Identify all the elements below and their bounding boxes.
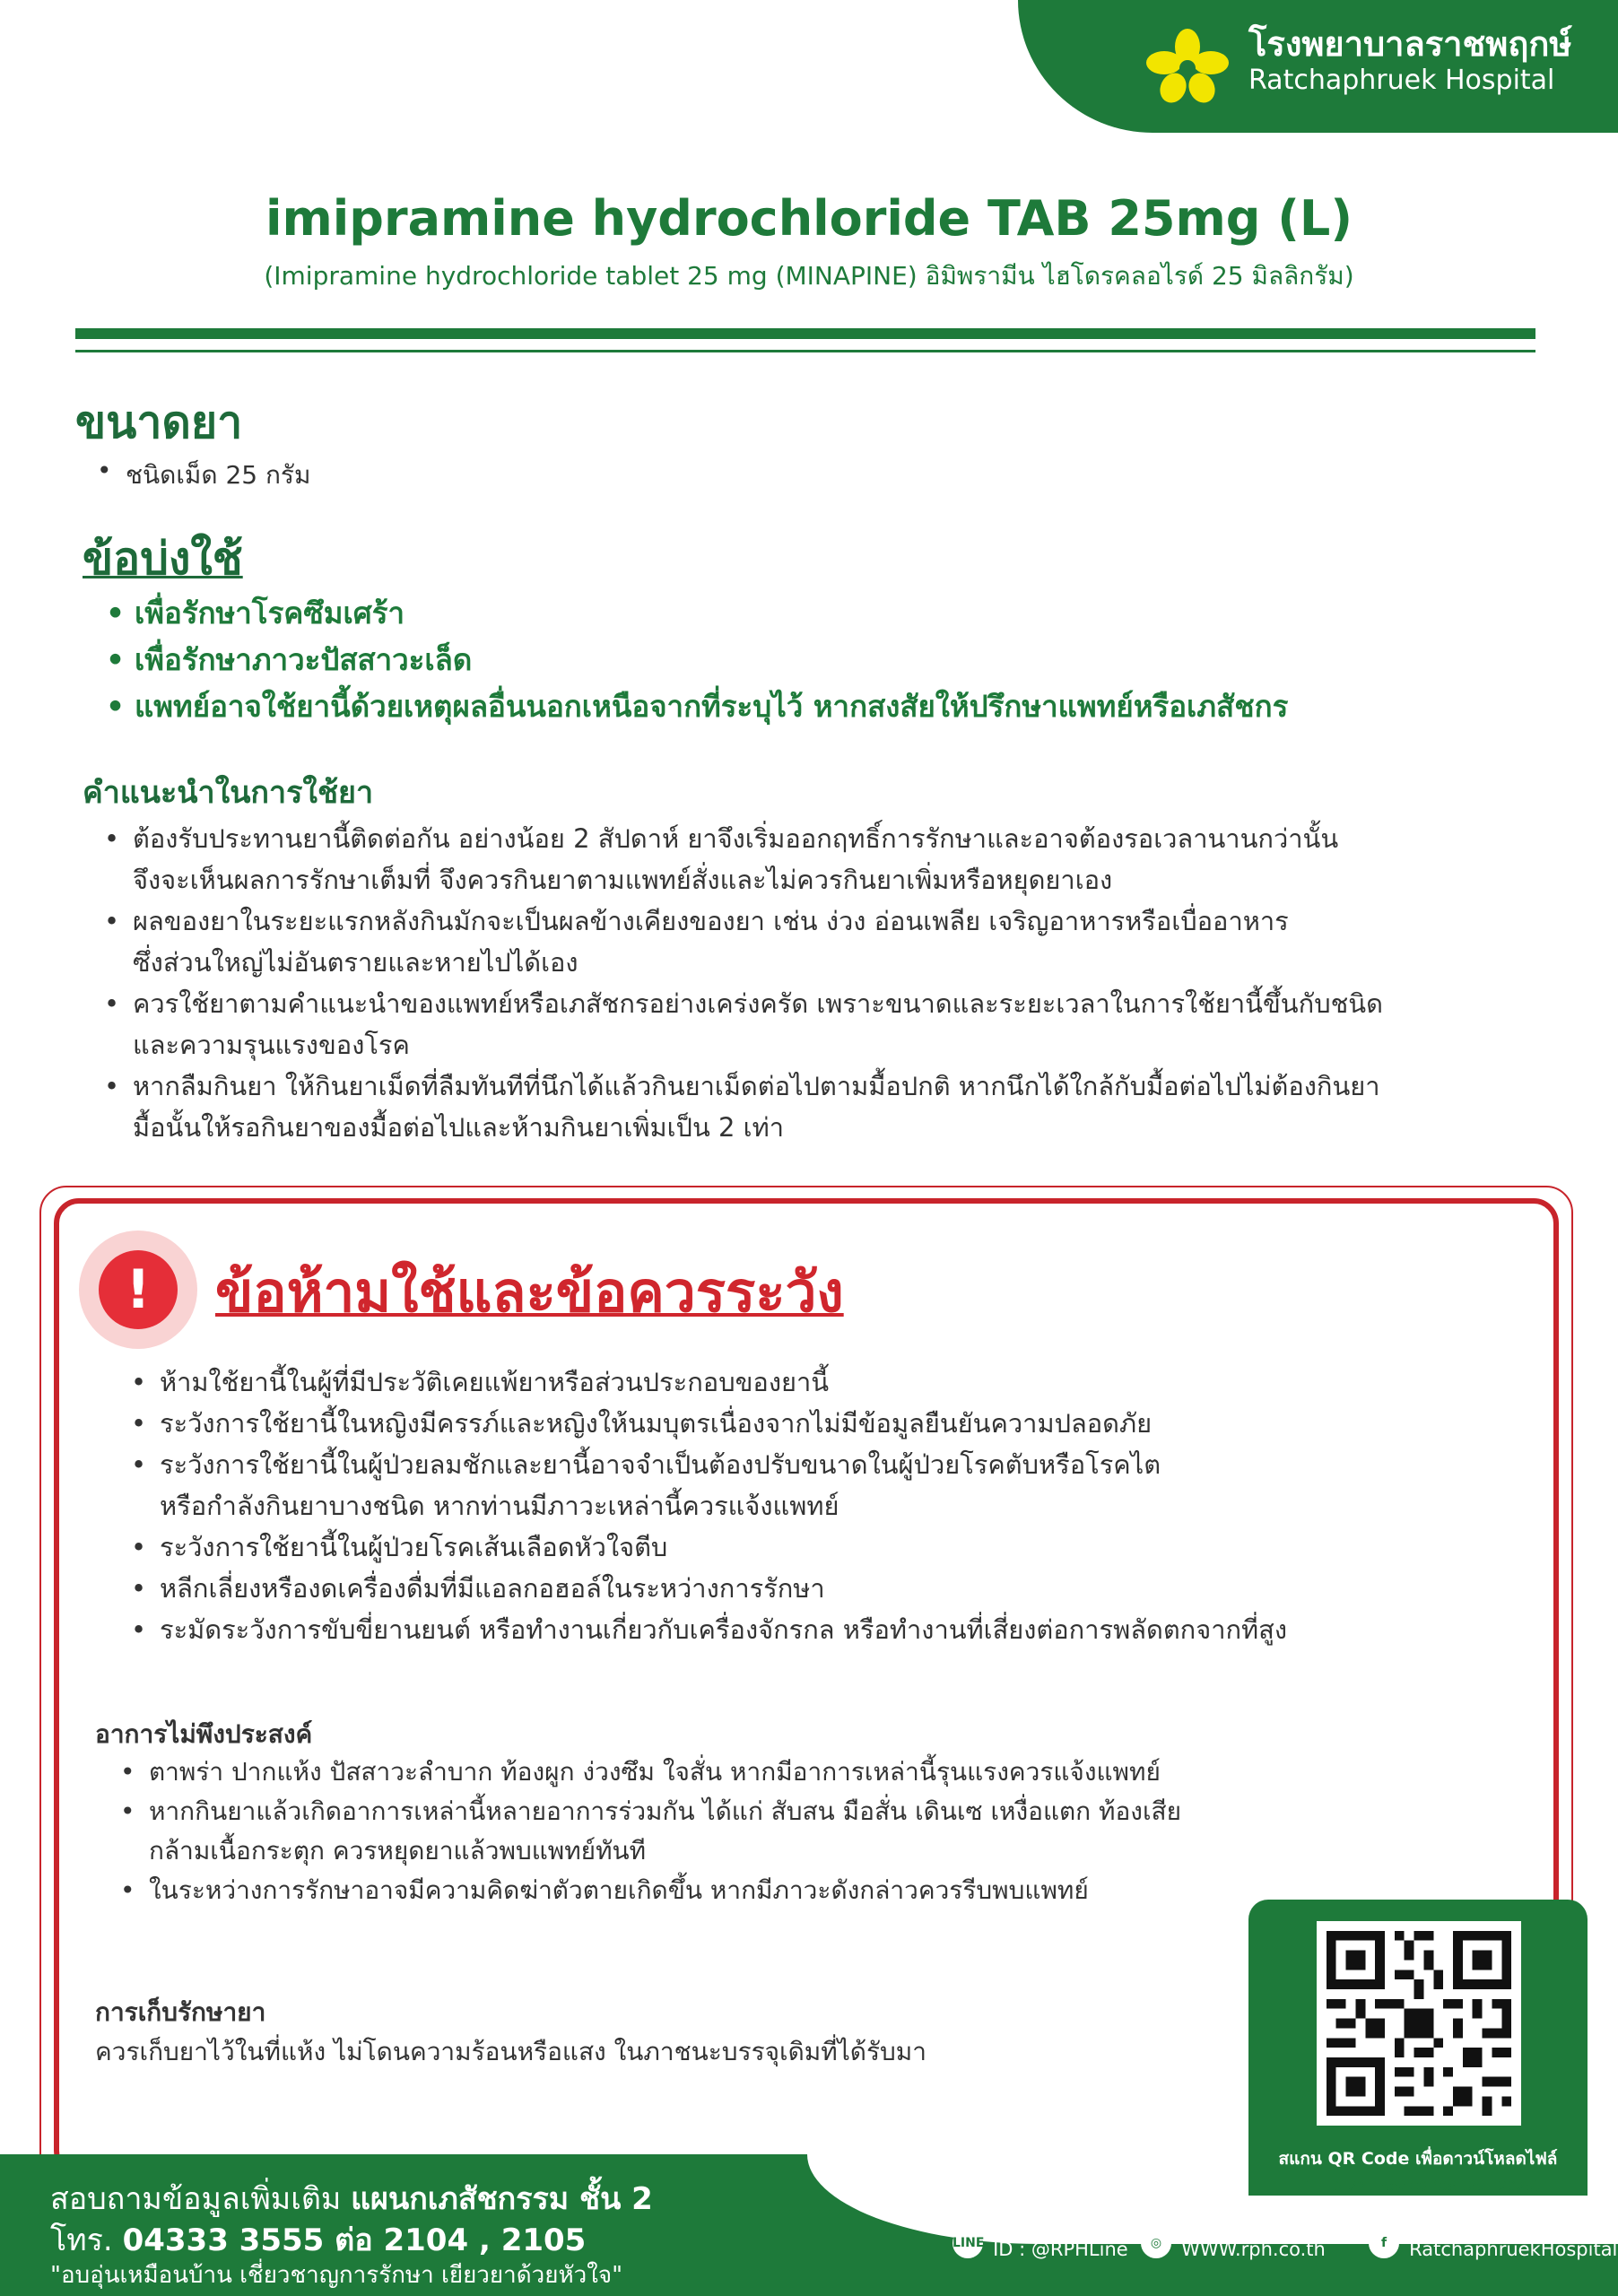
drug-title: imipramine hydrochloride TAB 25mg (L) [265, 190, 1353, 247]
list-item: • แพทย์อาจใช้ยานี้ด้วยเหตุผลอื่นนอกเหนือจากที่ระบุไว้ หากสงสัยให้ปรึกษาแพทย์หรือเภสัชกร [99, 683, 1288, 730]
qr-caption: สแกน QR Code เพื่อดาวน์โหลดไฟล์ [1278, 2149, 1558, 2169]
list-item: • ระวังการใช้ยานี้ในผู้ป่วยลมชักและยานี้อาจจำเป็นต้องปรับขนาดในผู้ป่วยโรคตับหรือโรคไต หรือกำลังกินยาบางชนิด หากท่านมีภาวะเหล่านี้ควรแจ้งแพทย์ [124, 1444, 1287, 1526]
line-contact[interactable]: LINE LINE ID : @RPHLine [953, 2226, 1128, 2260]
list-item: • ต้องรับประทานยานี้ติดต่อกัน อย่างน้อย 2 สัปดาห์ ยาจึงเริ่มออกฤทธิ์การรักษาและอาจต้องรอเวลานานกว่านั้น จึงจะเห็นผลการรักษาเต็มที่ จึงควรกินยาตามแพทย์สั่งและไม่ควรกินยาเพิ่มหรือหยุดยาเอง [97, 818, 1383, 900]
list-item: • ตาพร่า ปากแห้ง ปัสสาวะลำบาก ท้องผูก ง่วงซึม ใจสั่น หากมีอาการเหล่านี้รุนแรงควรแจ้งแพทย์ [113, 1752, 1181, 1792]
list-item: • ระวังการใช้ยานี้ในหญิงมีครรภ์และหญิงให้นมบุตรเนื่องจากไม่มีข้อมูลยืนยันความปลอดภัย [124, 1403, 1287, 1444]
hospital-name-english: Ratchaphruek Hospital [1248, 65, 1555, 96]
storage-heading: การเก็บรักษายา [95, 1997, 266, 2027]
indications-list [99, 590, 1288, 730]
footer-slogan: "อบอุ่นเหมือนบ้าน เชี่ยวชาญการรักษา เยียวยาด้วยหัวใจ" [50, 2262, 623, 2289]
document-code: IF-PHA-281 Rev.00 (08 Dec. 2025) [1295, 2178, 1541, 2195]
exclamation-icon: ! [99, 1250, 178, 1329]
list-item: • ผลของยาในระยะแรกหลังกินมักจะเป็นผลข้างเคียงของยา เช่น ง่วง อ่อนเพลีย เจริญอาหารหรือเบื่ออาหาร ซึ่งส่วนใหญ่ไม่อันตรายและหายไปได้เอง [97, 900, 1383, 983]
list-item: • ควรใช้ยาตามคำแนะนำของแพทย์หรือเภสัชกรอย่างเคร่งครัด เพราะขนาดและระยะเวลาในการใช้ยานี้ขึ้นกับชนิด และความรุนแรงของโรค [97, 983, 1383, 1065]
dosage-heading: ขนาดยา [75, 396, 243, 448]
hospital-logo-icon [1146, 29, 1229, 104]
qr-code-icon [1317, 1921, 1521, 2126]
divider-thick [75, 328, 1535, 339]
advice-heading: คำแนะนำในการใช้ยา [83, 775, 374, 811]
facebook-link[interactable]: f FACEBOOK RatchaphruekHospital [1369, 2226, 1617, 2260]
contraindications-heading: ข้อห้ามใช้และข้อควรระวัง [215, 1259, 844, 1325]
side-effects-list [113, 1752, 1181, 1910]
list-item: • หากลืมกินยา ให้กินยาเม็ดที่ลืมทันทีที่นึกได้แล้วกินยาเม็ดต่อไปตามมื้อปกติ หากนึกได้ใกล้กับมื้อต่อไปไม่ต้องกินยา มื้อนั้นให้รอกินยาของมื้อต่อไปและห้ามกินยาเพิ่มเป็น 2 เท่า [97, 1065, 1383, 1148]
storage-text: ควรเก็บยาไว้ในที่แห้ง ไม่โดนความร้อนหรือแสง ในภาชนะบรรจุเดิมที่ได้รับมา [95, 2037, 926, 2066]
globe-icon: ◎ [1141, 2228, 1171, 2258]
divider-thin [75, 350, 1535, 352]
list-item: • ห้ามใช้ยานี้ในผู้ที่มีประวัติเคยแพ้ยาหรือส่วนประกอบของยานี้ [124, 1361, 1287, 1403]
facebook-icon: f [1369, 2228, 1399, 2258]
list-item: • หากกินยาแล้วเกิดอาการเหล่านี้หลายอาการร่วมกัน ได้แก่ สับสน มือสั่น เดินเซ เหงื่อแตก ท้องเสีย กล้ามเนื้อกระตุก ควรหยุดยาแล้วพบแพทย์ทันที [113, 1792, 1181, 1871]
list-item: • ในระหว่างการรักษาอาจมีความคิดฆ่าตัวตายเกิดขึ้น หากมีภาวะดังกล่าวควรรีบพบแพทย์ [113, 1871, 1181, 1910]
hospital-name-thai: โรงพยาบาลราชพฤกษ์ [1248, 24, 1572, 64]
dosage-list [90, 456, 310, 495]
drug-subtitle: (Imipramine hydrochloride tablet 25 mg (MINAPINE) อิมิพรามีน ไฮโดรคลอไรด์ 25 มิลลิกรัม) [264, 261, 1354, 291]
list-item: • ระวังการใช้ยานี้ในผู้ป่วยโรคเส้นเลือดหัวใจตีบ [124, 1526, 1287, 1568]
list-item: • เพื่อรักษาภาวะปัสสาวะเล็ด [99, 637, 1288, 683]
indications-heading: ข้อบ่งใช้ [83, 533, 243, 585]
list-item: • เพื่อรักษาโรคซึมเศร้า [99, 590, 1288, 637]
contraindications-list [124, 1361, 1287, 1650]
footer-contact-line: สอบถามข้อมูลเพิ่มเติม แผนกเภสัชกรรม ชั้น 2 [50, 2181, 653, 2217]
list-item: • ชนิดเม็ด 25 กรัม [90, 456, 310, 495]
website-link[interactable]: ◎ WEBSITE WWW.rph.co.th [1141, 2226, 1326, 2260]
side-effects-heading: อาการไม่พึงประสงค์ [95, 1719, 313, 1749]
line-app-icon: LINE [953, 2228, 983, 2258]
list-item: • หลีกเลี่ยงหรืองดเครื่องดื่มที่มีแอลกอฮอล์ในระหว่างการรักษา [124, 1568, 1287, 1609]
footer-phone-line: โทร. 04333 3555 ต่อ 2104 , 2105 [50, 2222, 587, 2258]
qr-code[interactable] [1317, 1921, 1521, 2126]
list-item: • ระมัดระวังการขับขี่ยานยนต์ หรือทำงานเกี่ยวกับเครื่องจักรกล หรือทำงานที่เสี่ยงต่อการพลัดตกจากที่สูง [124, 1609, 1287, 1650]
advice-list [97, 818, 1383, 1148]
